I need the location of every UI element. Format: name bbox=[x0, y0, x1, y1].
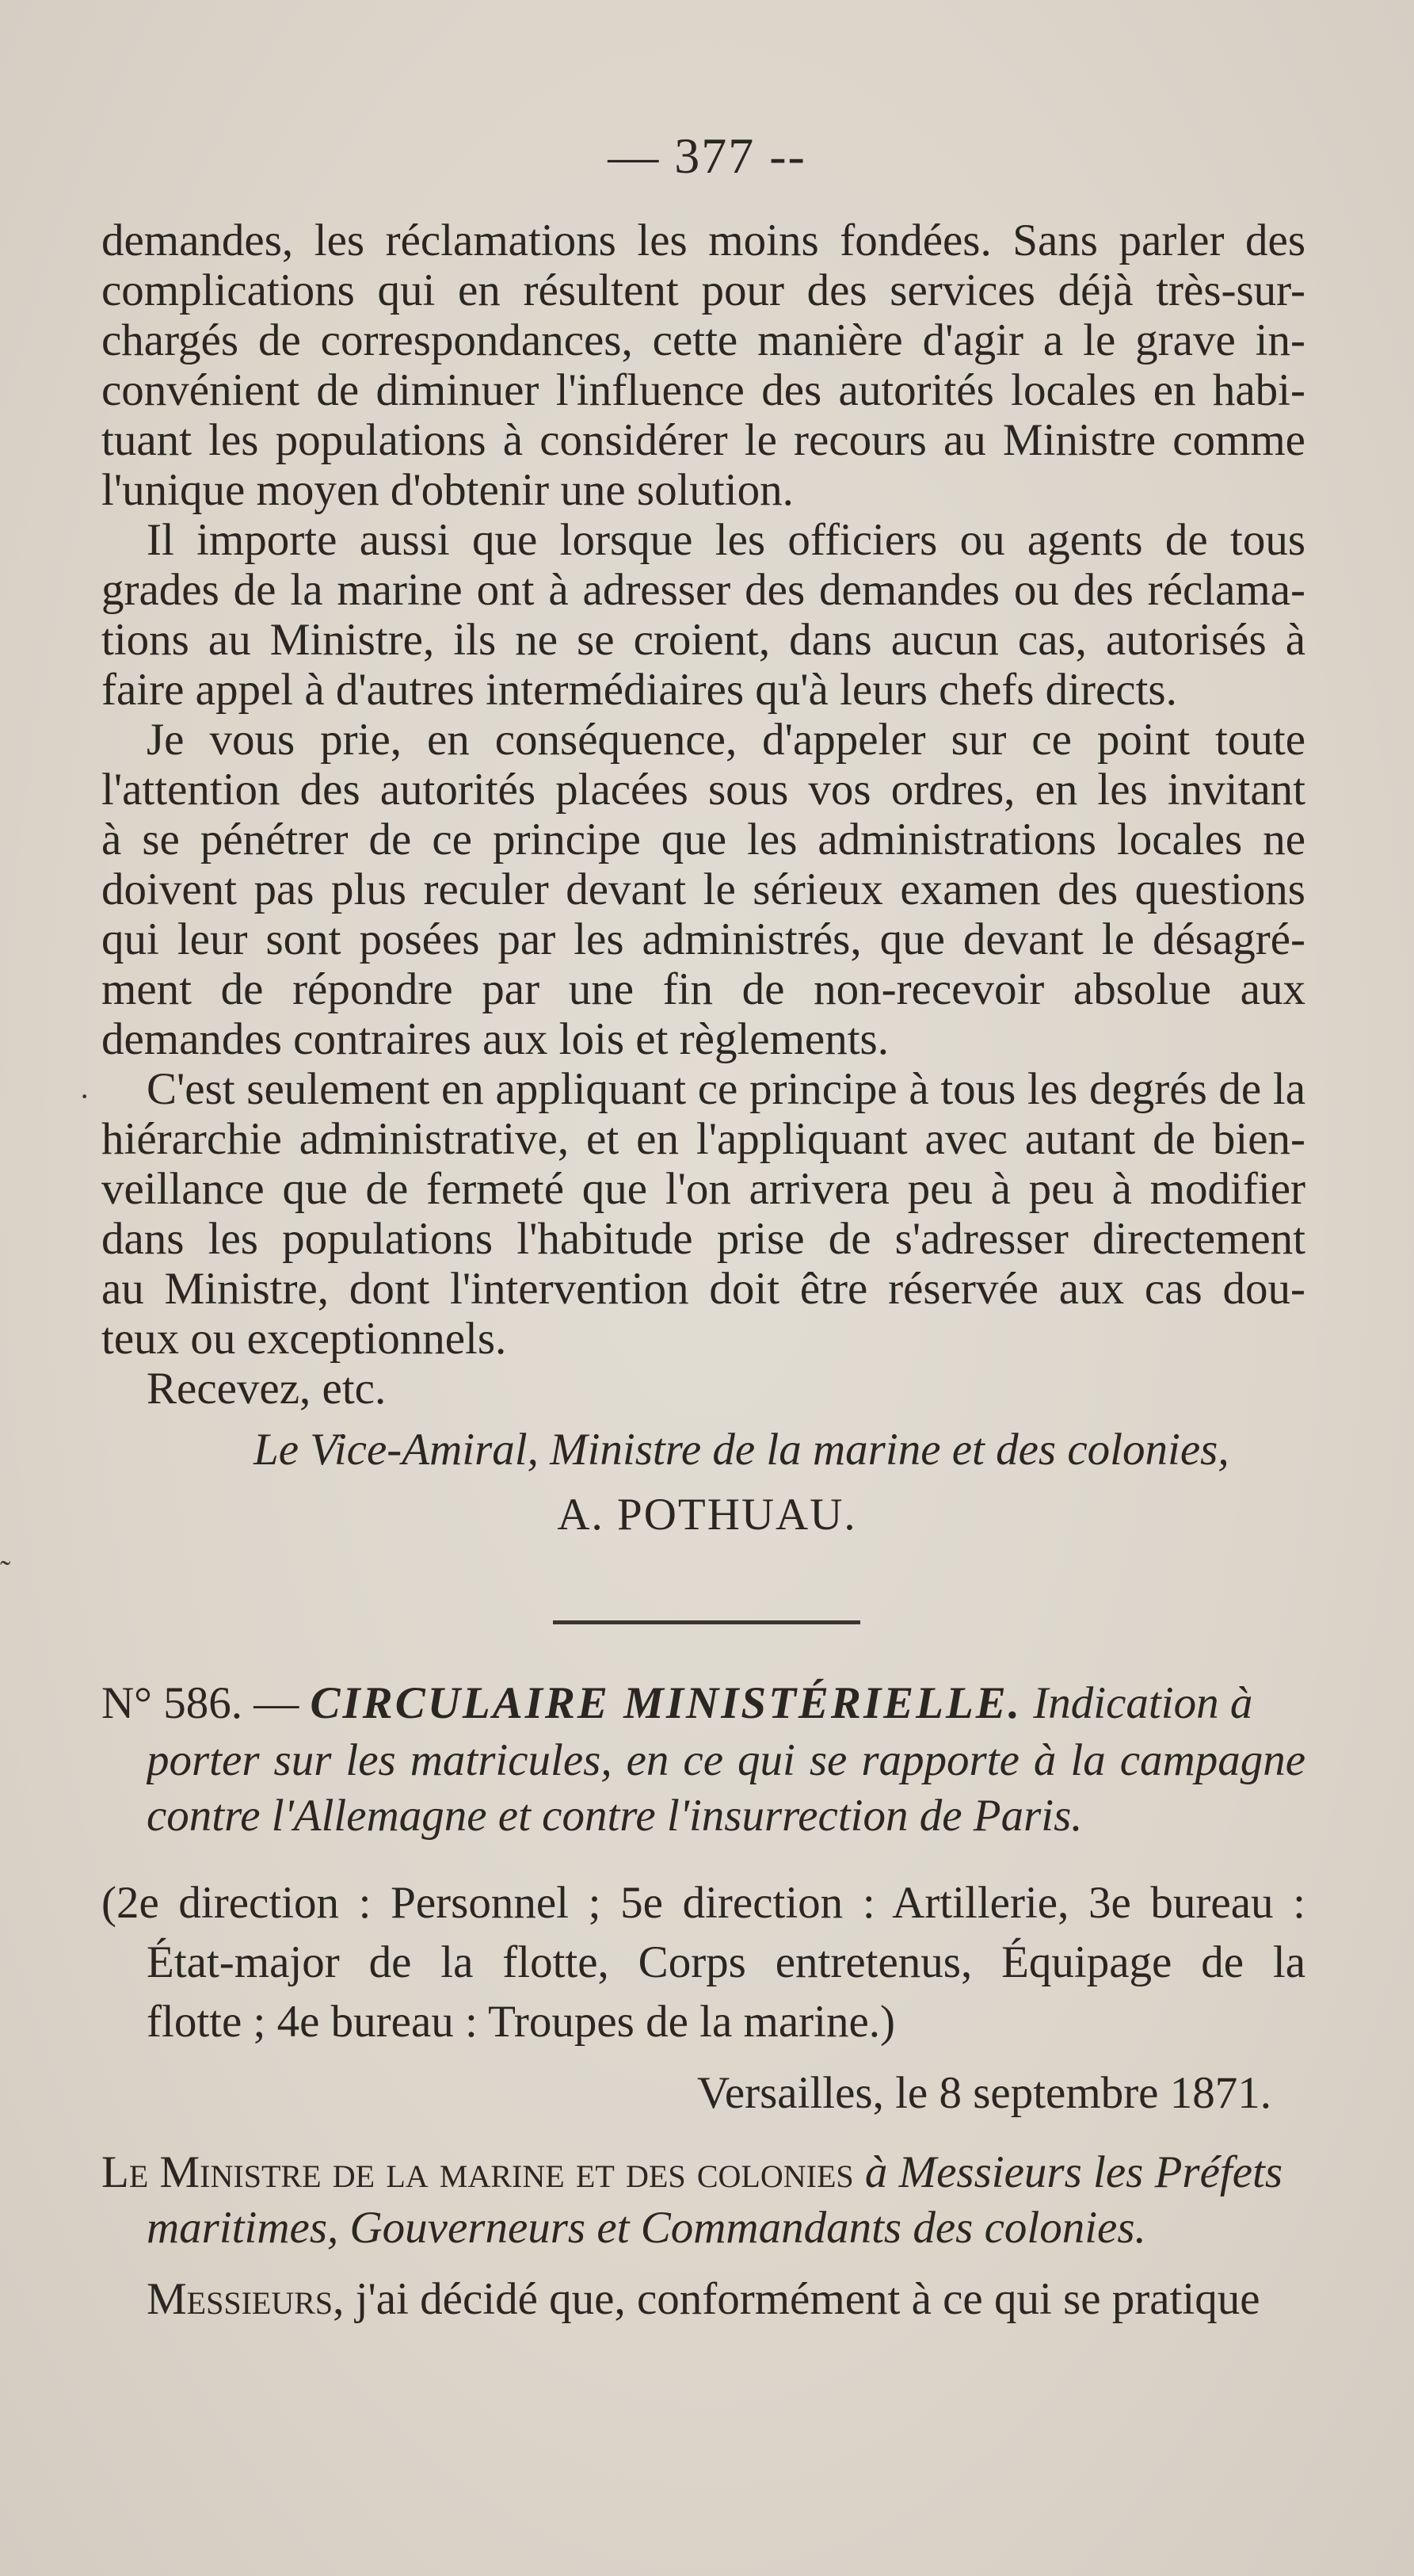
text-line: chargés de correspondances, cette manière d'agir a le grave in- bbox=[101, 315, 1305, 365]
text-line: l'attention des autorités placées sous vos ordres, en les invitant bbox=[101, 765, 1305, 815]
text-line: tions au Ministre, ils ne se croient, dans aucun cas, autorisés à bbox=[101, 615, 1305, 665]
text-line: dans les populations l'habitude prise de s'adresser directement bbox=[101, 1214, 1305, 1264]
date-line: Versailles, le 8 septembre 1871. bbox=[697, 2068, 1271, 2118]
text-line: demandes contraires aux lois et règlements. bbox=[101, 1014, 889, 1064]
signature-title: Le Vice-Amiral, Ministre de la marine et des colonies, bbox=[253, 1425, 1229, 1475]
salutation: Messieurs, bbox=[147, 2274, 345, 2324]
text-line: faire appel à d'autres intermédiaires qu'à leurs chefs directs. bbox=[101, 665, 1177, 715]
text-line: qui leur sont posées par les administrés, que devant le désagré- bbox=[101, 914, 1305, 964]
text-line: ment de répondre par une fin de non-recevoir absolue aux bbox=[101, 964, 1305, 1014]
text-line: à se pénétrer de ce principe que les administrations locales ne bbox=[101, 815, 1305, 864]
body-start-text: j'ai décidé que, conformément à ce qui se pratique bbox=[355, 2274, 1260, 2324]
text-line: Il importe aussi que lorsque les officiers ou agents de tous bbox=[147, 515, 1305, 565]
closing-line: Recevez, etc. bbox=[147, 1364, 387, 1414]
directions-line: flotte ; 4e bureau : Troupes de la marine.) bbox=[147, 1997, 896, 2047]
text-line: Je vous prie, en conséquence, d'appeler sur ce point toute bbox=[147, 715, 1305, 765]
text-line: demandes, les réclamations les moins fondées. Sans parler des bbox=[101, 216, 1305, 265]
address-recipient: à Messieurs les Préfets bbox=[864, 2147, 1283, 2197]
circular-subject: Indication à bbox=[1033, 1678, 1253, 1728]
text-line: grades de la marine ont à adresser des demandes ou des réclama- bbox=[101, 565, 1305, 615]
text-line: doivent pas plus reculer devant le sérieux examen des questions bbox=[101, 864, 1305, 914]
body-start-line bbox=[147, 2274, 1260, 2325]
address-sender: Le Ministre de la marine et des colonies bbox=[101, 2147, 854, 2197]
directions-line: État-major de la flotte, Corps entretenus, Équipage de la bbox=[147, 1937, 1305, 1987]
margin-mark: ˜ bbox=[0, 1554, 11, 1589]
text-line: complications qui en résultent pour des services déjà très-sur- bbox=[101, 265, 1305, 315]
section-divider bbox=[553, 1620, 860, 1624]
circular-number: N° 586. — bbox=[101, 1678, 299, 1728]
text-line: convénient de diminuer l'influence des autorités locales en habi- bbox=[101, 365, 1305, 415]
circular-heading bbox=[101, 1678, 1252, 1729]
page-number: — 377 -- bbox=[608, 128, 806, 184]
signature-name: A. POTHUAU. bbox=[557, 1490, 857, 1540]
text-line: teux ou exceptionnels. bbox=[101, 1314, 507, 1364]
text-line: C'est seulement en appliquant ce principe à tous les degrés de la bbox=[147, 1064, 1305, 1114]
text-line: veillance que de fermeté que l'on arrivera peu à peu à modifier bbox=[101, 1164, 1305, 1214]
address-line: maritimes, Gouverneurs et Commandants des colonies. bbox=[147, 2203, 1146, 2253]
text-line: l'unique moyen d'obtenir une solution. bbox=[101, 465, 794, 515]
text-line: tuant les populations à considérer le recours au Ministre comme bbox=[101, 415, 1305, 465]
margin-mark: · bbox=[79, 1078, 90, 1114]
address-line bbox=[101, 2147, 1283, 2198]
directions-line: (2e direction : Personnel ; 5e direction : Artillerie, 3e bureau : bbox=[101, 1878, 1305, 1928]
text-line: au Ministre, dont l'intervention doit être réservée aux cas dou- bbox=[101, 1264, 1305, 1314]
circular-title: CIRCULAIRE MINISTÉRIELLE. bbox=[310, 1678, 1023, 1728]
circular-subject-line: porter sur les matricules, en ce qui se rapporte à la campagne bbox=[147, 1735, 1305, 1785]
circular-subject-line: contre l'Allemagne et contre l'insurrection de Paris. bbox=[147, 1791, 1083, 1841]
text-line: hiérarchie administrative, et en l'appliquant avec autant de bien- bbox=[101, 1114, 1305, 1164]
